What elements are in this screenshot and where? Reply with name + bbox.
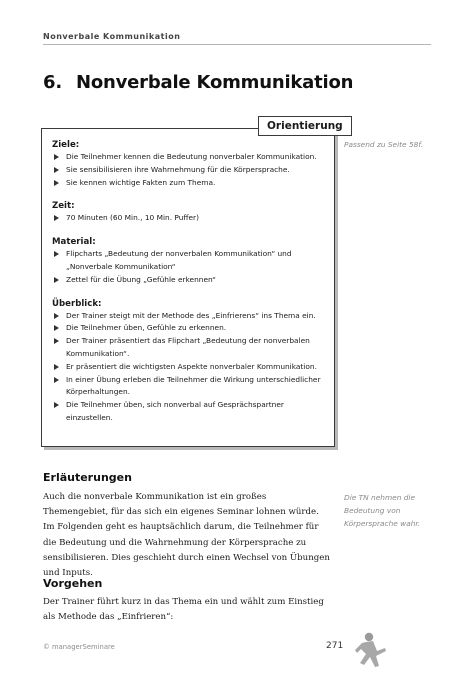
section-heading: Ziele: <box>52 140 80 150</box>
list-item <box>52 248 328 274</box>
orientation-content <box>52 139 328 436</box>
list-item <box>52 322 328 335</box>
list-item-text: 70 Minuten (60 Min., 10 Min. Puffer) <box>66 213 199 223</box>
orientation-box <box>41 120 343 447</box>
bullet-list <box>52 151 328 189</box>
list-item-text: Sie sensibilisieren ihre Wahrnehmung für die Körpersprache. <box>66 164 290 174</box>
bullet-triangle-icon <box>54 251 59 257</box>
mascot-figure-icon <box>354 632 388 668</box>
bullet-triangle-icon <box>54 167 59 173</box>
orientation-section <box>52 200 328 225</box>
list-item-text: Zettel für die Übung „Gefühle erkennen“ <box>66 274 216 284</box>
list-item-text: Sie kennen wichtige Fakten zum Thema. <box>66 177 216 187</box>
orientation-section <box>52 139 328 189</box>
list-item <box>52 335 328 361</box>
erlaeuterungen-text: Auch die nonverbale Kommunikation ist ein großes Themengebiet, für das sich ein eigenes Seminar lohnen würde. Im Folgenden geht es hauptsächlich darum, die Teilnehmer für die Bedeutung und die Wahrnehmung der Körpersprache zu sensibilisieren. Dies geschieht durch einen Wechsel von Übungen und Inputs. <box>43 492 330 579</box>
bullet-triangle-icon <box>54 154 59 160</box>
side-note-body-language: Die TN nehmen die Bedeutung von Körpersprache wahr. <box>344 493 421 528</box>
list-item <box>52 164 328 177</box>
list-item <box>52 361 328 374</box>
list-item-text: Die Teilnehmer üben, Gefühle zu erkennen. <box>66 323 227 333</box>
list-item <box>52 310 328 323</box>
bullet-triangle-icon <box>54 402 59 408</box>
list-item <box>52 151 328 164</box>
vorgehen-text: Der Trainer führt kurz in das Thema ein und wählt zum Einstieg als Methode das „Einfrieren“: <box>43 597 324 623</box>
orientation-tag: Orientierung <box>258 116 352 136</box>
list-item-text: Der Trainer steigt mit der Methode des „Einfrierens“ ins Thema ein. <box>66 310 316 320</box>
header-rule <box>43 44 431 45</box>
bullet-triangle-icon <box>54 180 59 186</box>
bullet-list <box>52 248 328 286</box>
list-item <box>52 399 328 425</box>
orientation-section <box>52 298 328 425</box>
list-item <box>52 177 328 190</box>
list-item-text: Der Trainer präsentiert das Flipchart „Bedeutung der nonverbalen Kommunikation“. <box>66 336 310 358</box>
section-heading: Material: <box>52 237 96 248</box>
list-item-text: Die Teilnehmer kennen die Bedeutung nonverbaler Kommunikation. <box>66 152 317 161</box>
section-heading: Überblick: <box>52 298 102 309</box>
chapter-number: 6. <box>43 72 62 93</box>
list-item <box>52 212 328 225</box>
copyright: © managerSeminare <box>43 643 115 651</box>
orientation-section <box>52 236 328 286</box>
page-number: 271 <box>326 641 344 651</box>
section-heading: Zeit: <box>52 201 75 212</box>
bullet-triangle-icon <box>54 313 59 319</box>
bullet-triangle-icon <box>54 364 59 370</box>
chapter-title-text: Nonverbale Kommunikation <box>75 72 354 93</box>
chapter-title <box>43 72 353 93</box>
list-item <box>52 374 328 400</box>
list-item-text: Flipcharts „Bedeutung der nonverbalen Kommunikation“ und „Nonverbale Kommunikation“ <box>66 249 292 271</box>
bullet-triangle-icon <box>54 215 59 221</box>
list-item <box>52 274 328 287</box>
vorgehen-heading: Vorgehen <box>43 577 103 590</box>
erlaeuterungen-heading: Erläuterungen <box>43 471 132 484</box>
bullet-list <box>52 212 328 225</box>
list-item-text: In einer Übung erleben die Teilnehmer die Wirkung unterschiedlicher Körperhaltungen. <box>66 374 321 397</box>
bullet-triangle-icon <box>54 377 59 383</box>
running-head: Nonverbale Kommunikation <box>43 32 181 41</box>
bullet-list <box>52 310 328 425</box>
list-item-text: Die Teilnehmer üben, sich nonverbal auf Gesprächspartner einzustellen. <box>66 400 284 422</box>
side-note-page-ref: Passend zu Seite 58f. <box>344 140 424 149</box>
bullet-triangle-icon <box>54 325 59 331</box>
list-item-text: Er präsentiert die wichtigsten Aspekte nonverbaler Kommunikation. <box>66 361 317 371</box>
bullet-triangle-icon <box>54 338 59 344</box>
bullet-triangle-icon <box>54 277 59 283</box>
